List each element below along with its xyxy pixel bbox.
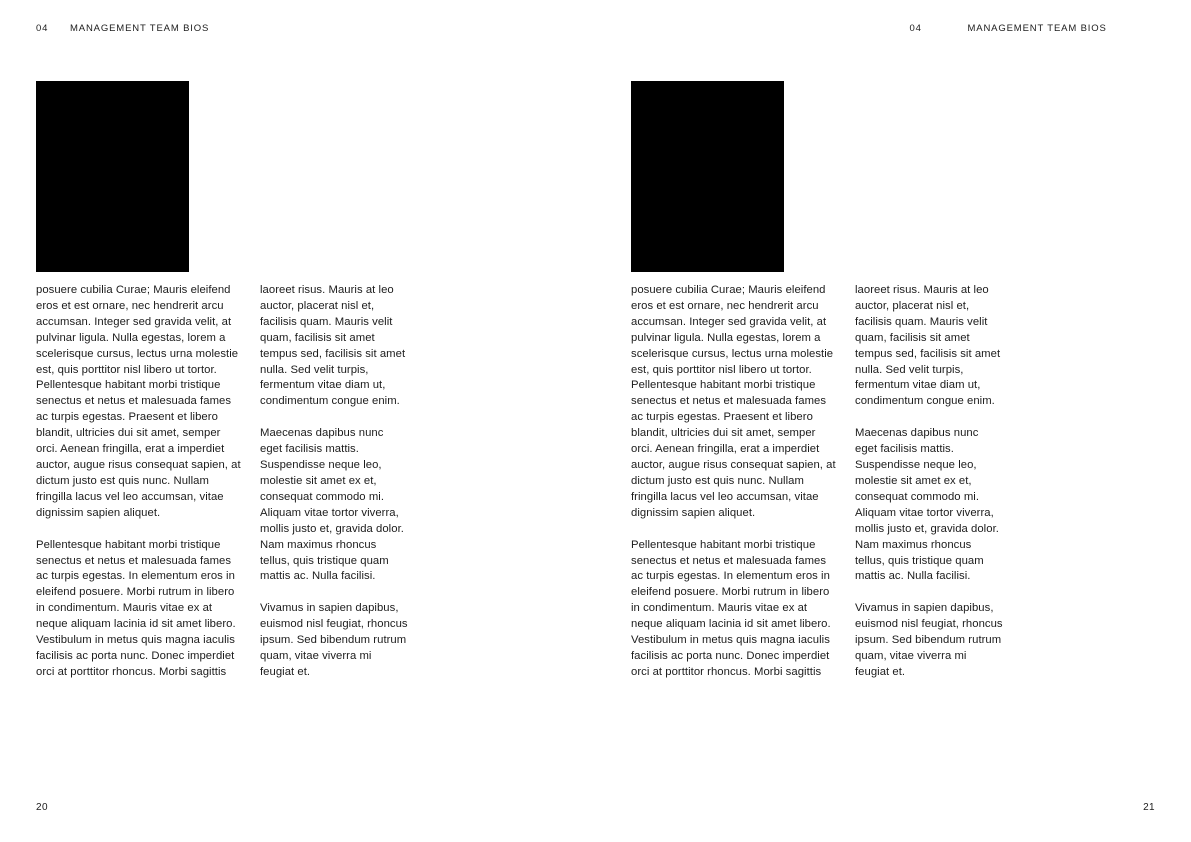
right-page-running-header [910, 23, 1107, 34]
left-page-section-number: 04 [36, 23, 49, 34]
paragraph: posuere cubilia Curae; Mauris eleifend eros et est ornare, nec hendrerit arcu accumsan. Integer sed gravida velit, at pulvinar ligula. Nulla egestas, lorem a scelerisque cursus, lectus urna molestie est, quis porttitor nisl libero ut tortor. Pellentesque habitant morbi tristique senectus et netus et malesuada fames ac turpis egestas. Praesent et libero blandit, ultricies dui sit amet, semper orci. Aenean fringilla, erat a imperdiet auctor, augue risus consequat sapien, at dictum justo est quis nunc. Nullam fringilla lacus vel leo accumsan, vitae dignissim sapien aliquet. [631, 284, 836, 519]
right-page-column-wide [631, 283, 855, 681]
paragraph: laoreet risus. Mauris at leo auctor, placerat nisl et, facilisis quam. Mauris velit quam, facilisis sit amet tempus sed, facilisis sit amet nulla. Sed velit turpis, fermentum vitae diam ut, condimentum congue enim. [855, 284, 1001, 408]
right-page-section-title: MANAGEMENT TEAM BIOS [967, 23, 1107, 34]
right-page-folio: 21 [1143, 802, 1155, 813]
right-page-columns [631, 283, 1003, 681]
left-page-folio: 20 [36, 802, 48, 813]
paragraph: Vivamus in sapien dapibus, euismod nisl feugiat, rhoncus ipsum. Sed bibendum rutrum quam, vitae viverra mi feugiat et. [260, 602, 408, 678]
right-page-photo-placeholder [631, 81, 784, 272]
paragraph: posuere cubilia Curae; Mauris eleifend eros et est ornare, nec hendrerit arcu accumsan. Integer sed gravida velit, at pulvinar ligula. Nulla egestas, lorem a scelerisque cursus, lectus urna molestie est, quis porttitor nisl libero ut tortor. Pellentesque habitant morbi tristique senectus et netus et malesuada fames ac turpis egestas. Praesent et libero blandit, ultricies dui sit amet, semper orci. Aenean fringilla, erat a imperdiet auctor, augue risus consequat sapien, at dictum justo est quis nunc. Nullam fringilla lacus vel leo accumsan, vitae dignissim sapien aliquet. [36, 284, 241, 519]
paragraph: Pellentesque habitant morbi tristique senectus et netus et malesuada fames ac turpis egestas. In elementum eros in eleifend posuere. Morbi rutrum in libero in condimentum. Mauris vitae ex at neque aliquam lacinia id sit amet libero. Vestibulum in metus quis magna iaculis facilisis ac porta nunc. Donec imperdiet orci at porttitor rhoncus. Morbi sagittis [36, 538, 236, 678]
right-page [596, 0, 1191, 842]
left-page-photo-placeholder [36, 81, 189, 272]
left-page-columns [36, 283, 408, 681]
right-page-column-narrow [855, 283, 1003, 681]
paragraph: laoreet risus. Mauris at leo auctor, placerat nisl et, facilisis quam. Mauris velit quam, facilisis sit amet tempus sed, facilisis sit amet nulla. Sed velit turpis, fermentum vitae diam ut, condimentum congue enim. [260, 284, 406, 408]
left-page-section-title: MANAGEMENT TEAM BIOS [70, 23, 210, 34]
paragraph: Maecenas dapibus nunc eget facilisis mattis. Suspendisse neque leo, molestie sit amet ex et, consequat commodo mi. Aliquam vitae tortor viverra, mollis justo et, gravida dolor. Nam maximus rhoncus tellus, quis tristique quam mattis ac. Nulla facilisi. [855, 427, 999, 583]
paragraph: Vivamus in sapien dapibus, euismod nisl feugiat, rhoncus ipsum. Sed bibendum rutrum quam, vitae viverra mi feugiat et. [855, 602, 1003, 678]
left-page-column-wide [36, 283, 260, 681]
left-page-running-header [36, 23, 209, 34]
right-page-section-number: 04 [909, 23, 922, 34]
paragraph: Pellentesque habitant morbi tristique senectus et netus et malesuada fames ac turpis egestas. In elementum eros in eleifend posuere. Morbi rutrum in libero in condimentum. Mauris vitae ex at neque aliquam lacinia id sit amet libero. Vestibulum in metus quis magna iaculis facilisis ac porta nunc. Donec imperdiet orci at porttitor rhoncus. Morbi sagittis [631, 538, 831, 678]
paragraph: Maecenas dapibus nunc eget facilisis mattis. Suspendisse neque leo, molestie sit amet ex et, consequat commodo mi. Aliquam vitae tortor viverra, mollis justo et, gravida dolor. Nam maximus rhoncus tellus, quis tristique quam mattis ac. Nulla facilisi. [260, 427, 404, 583]
left-page-column-narrow [260, 283, 408, 681]
